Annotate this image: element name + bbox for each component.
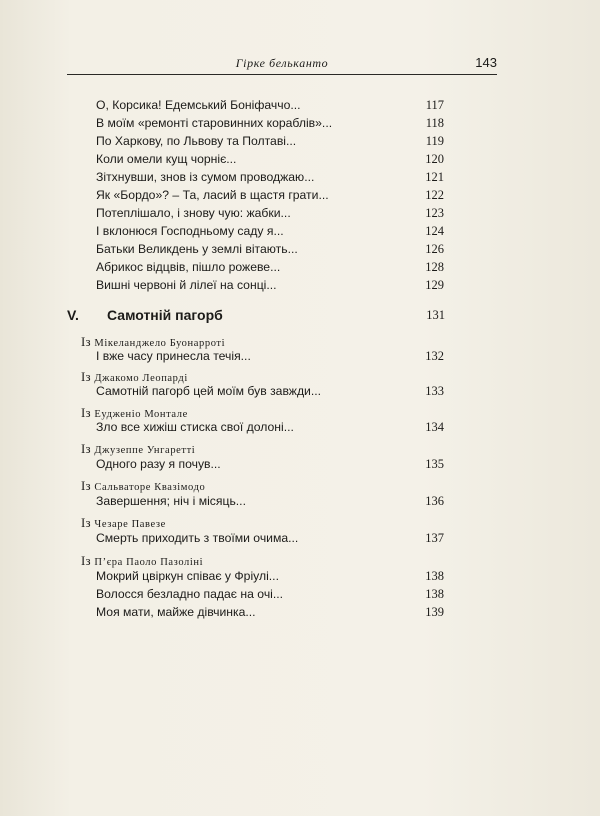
toc-entry-title: Коли омели кущ чорніє... [96, 152, 237, 166]
toc-entry [96, 382, 444, 400]
toc-entry-page: 118 [425, 116, 444, 130]
toc-entry [96, 186, 444, 204]
toc-entry-title: І вклонюся Господньому саду я... [96, 224, 284, 238]
toc-entry-page: 122 [425, 188, 444, 202]
toc-entry-page: 138 [425, 569, 444, 583]
author-prefix: Із [81, 516, 95, 530]
toc-entry [96, 258, 444, 276]
toc-entry [96, 418, 444, 436]
toc-entry-title: Смерть приходить з твоїми очима... [96, 531, 299, 545]
toc-entry-page: 128 [425, 260, 444, 274]
toc-entry-page: 137 [425, 531, 444, 545]
author-prefix: Із [81, 406, 95, 420]
author-name: Мікеланджело Буонарроті [94, 338, 226, 349]
section-title: Самотній пагорб [107, 307, 223, 323]
toc-entry-title: І вже часу принесла течія... [96, 349, 251, 363]
toc-entry-title: Абрикос відцвів, пішло рожеве... [96, 260, 281, 274]
toc-entry [96, 276, 444, 294]
author-name: Джакомо Леопарді [94, 373, 188, 384]
toc-entry-title: По Харкову, по Львову та Полтаві... [96, 134, 297, 148]
toc-entry-title: О, Корсика! Едемський Боніфаччо... [96, 98, 301, 112]
toc-entry-page: 139 [425, 605, 444, 619]
toc-entry [96, 168, 444, 186]
author-name: П’єра Паоло Пазоліні [94, 557, 204, 568]
toc-entry-title: Мокрий цвіркун співає у Фріулі... [96, 569, 279, 583]
toc-entry-title: Моя мати, майже дівчинка... [96, 605, 256, 619]
toc-entry-page: 119 [425, 134, 444, 148]
section-heading [67, 305, 445, 325]
toc-entry-title: Одного разу я почув... [96, 457, 221, 471]
author-prefix: Із [81, 479, 95, 493]
author-prefix: Із [81, 442, 95, 456]
author-name: Еудженіо Монтале [94, 409, 188, 420]
section-page: 131 [426, 308, 445, 322]
toc-entry-title: Потеплішало, і знову чую: жабки... [96, 206, 291, 220]
toc-entry-page: 136 [425, 494, 444, 508]
toc-entry [96, 132, 444, 150]
toc-entry-page: 132 [425, 349, 444, 363]
toc-entry-title: Вишні червоні й лілеї на сонці... [96, 278, 277, 292]
toc-entry-title: Завершення; ніч і місяць... [96, 494, 246, 508]
toc-entry [96, 347, 444, 365]
toc-entry [96, 492, 444, 510]
author-name: Чезаре Павезе [94, 519, 166, 530]
toc-entry-title: Волосся безладно падає на очі... [96, 587, 284, 601]
toc-entry [96, 222, 444, 240]
running-title: Гірке бельканто [235, 56, 329, 70]
page-header [67, 52, 497, 75]
toc-entry-title: Як «Бордо»? – Та, ласий в щастя грати... [96, 188, 329, 202]
toc-entry-page: 124 [425, 224, 444, 238]
toc-entry-page: 120 [425, 152, 444, 166]
toc-entry-page: 133 [425, 384, 444, 398]
author-prefix: Із [81, 370, 95, 384]
toc-entry [96, 150, 444, 168]
toc-entry-title: В моїм «ремонті старовинних кораблів»... [96, 116, 333, 130]
toc-entry-page: 129 [425, 278, 444, 292]
toc-entry-page: 135 [425, 457, 444, 471]
toc-entry [96, 529, 444, 547]
toc-entry [96, 585, 444, 603]
toc-entry [96, 114, 444, 132]
toc-entry [96, 567, 444, 585]
toc-entry [96, 603, 444, 621]
toc-entry-title: Зло все хижіш стиска свої долоні... [96, 420, 294, 434]
toc-entry-page: 126 [425, 242, 444, 256]
toc-entry-page: 123 [425, 206, 444, 220]
author-name: Джузеппе Унгаретті [94, 445, 196, 456]
toc-entry-page: 117 [425, 98, 444, 112]
toc-entry-title: Батьки Великдень у землі вітають... [96, 242, 298, 256]
author-name: Сальваторе Квазімодо [94, 482, 206, 493]
section-number: V. [67, 307, 79, 323]
author-prefix: Із [81, 335, 95, 349]
toc-entry-page: 134 [425, 420, 444, 434]
toc-entry-page: 138 [425, 587, 444, 601]
toc-entry [96, 455, 444, 473]
toc-entry-title: Зітхнувши, знов із сумом проводжаю... [96, 170, 315, 184]
toc-entry [96, 96, 444, 114]
toc-entry [96, 240, 444, 258]
toc-entry [96, 204, 444, 222]
page-number: 143 [475, 55, 497, 70]
toc-entry-title: Самотній пагорб цей моїм був завжди... [96, 384, 322, 398]
author-prefix: Із [81, 554, 95, 568]
toc-entry-page: 121 [425, 170, 444, 184]
